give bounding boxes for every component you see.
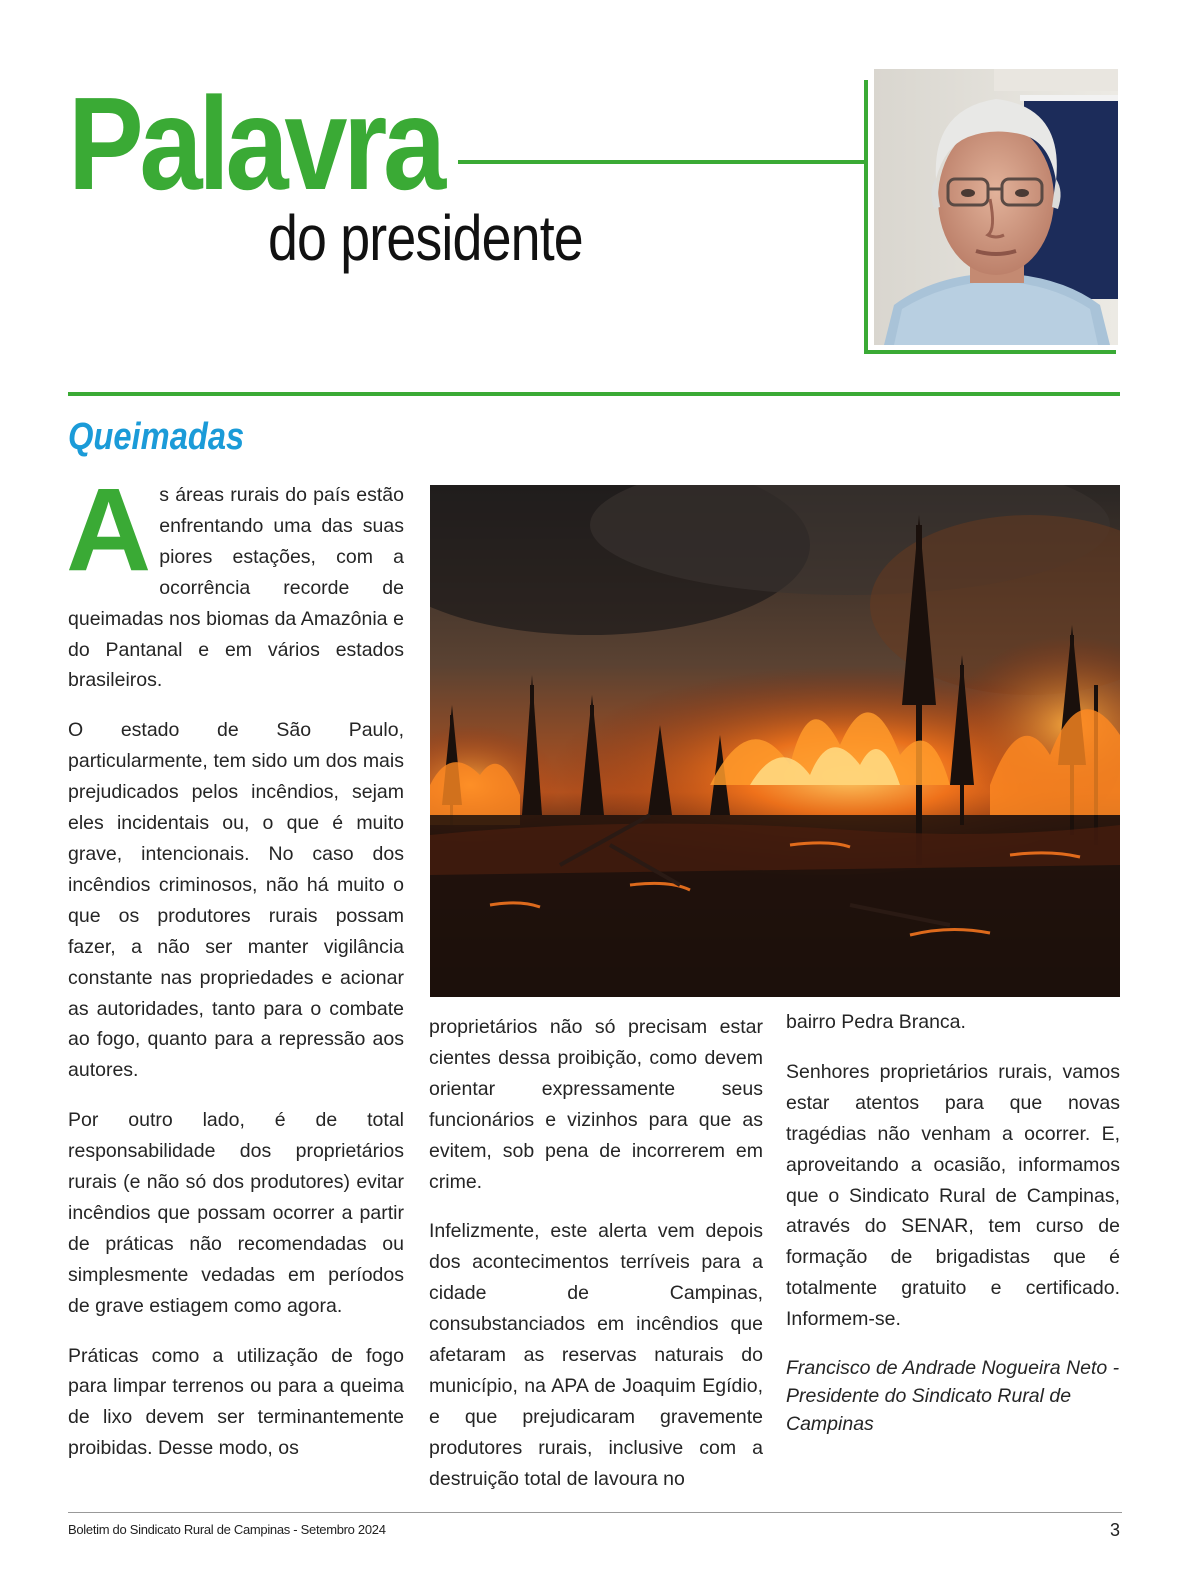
article-column-3: [786, 1007, 1120, 1457]
footer-divider: [68, 1512, 1122, 1513]
paragraph: Por outro lado, é de total responsabilidade dos proprietários rurais (e não só dos produtores) evitar incêndios que possam ocorrer a partir de práticas não recomendadas ou simplesmente vedadas em períodos de grave estiagem como agora.: [68, 1109, 404, 1317]
page-number: 3: [1109, 1520, 1120, 1540]
dropcap: A: [66, 464, 152, 596]
page-title-sub: do presidente: [268, 202, 583, 274]
paragraph: Senhores proprietários rurais, vamos estar atentos para que novas tragédias não venham a ocorrer. E, aproveitando a ocasião, informamos que o Sindicato Rural de Campinas, através do SENAR, tem curso de formação de brigadistas que é totalmente gratuito e certificado. Informem-se.: [786, 1060, 1120, 1331]
author-signature: Francisco de Andrade Nogueira Neto - Presidente do Sindicato Rural de Campinas: [786, 1357, 1120, 1436]
article-column-1: [66, 464, 404, 1483]
paragraph: O estado de São Paulo, particularmente, tem sido um dos mais prejudicados pelos incêndios, sejam eles incidentais ou, o que é muito grave, intencionais. No caso dos incêndios criminosos, não há muito o que os produtores rurais possam fazer, a não ser manter vigilância constante nas propriedades e acionar as autoridades, tanto para o combate ao fogo, quanto para a repressão aos autores.: [68, 719, 404, 1082]
paragraph: proprietários não só precisam estar cientes dessa proibição, como devem orientar expressamente seus funcionários e vizinhos para que as evitem, sob pena de incorrerem em crime.: [429, 1016, 763, 1193]
footer-publication: Boletim do Sindicato Rural de Campinas - Setembro 2024: [68, 1522, 386, 1537]
paragraph: bairro Pedra Branca.: [786, 1011, 966, 1033]
president-portrait-image: [874, 69, 1118, 345]
paragraph: [66, 464, 404, 696]
forest-fire-image: [430, 485, 1120, 997]
article-column-2: [429, 1012, 763, 1514]
article-title: Queimadas: [68, 416, 245, 458]
paragraph-text: s áreas rurais do país estão enfrentando uma das suas piores estações, com a ocorrência recorde de queimadas nos biomas da Amazônia e do Pantanal e em vários estados brasileiros.: [68, 484, 404, 692]
paragraph: Práticas como a utilização de fogo para limpar terrenos ou para a queima de lixo devem ser terminantemente proibidas. Desse modo, os: [68, 1344, 404, 1460]
section-divider: [68, 392, 1120, 396]
title-divider: [458, 160, 868, 164]
page-title-main: Palavra: [68, 70, 442, 217]
paragraph: Infelizmente, este alerta vem depois dos acontecimentos terríveis para a cidade de Campinas, consubstanciados em incêndios que afetaram as reservas naturais do município, na APA de Joaquim Egídio, e que prejudicaram gravemente produtores rurais, inclusive com a destruição total de lavoura no: [429, 1220, 763, 1490]
